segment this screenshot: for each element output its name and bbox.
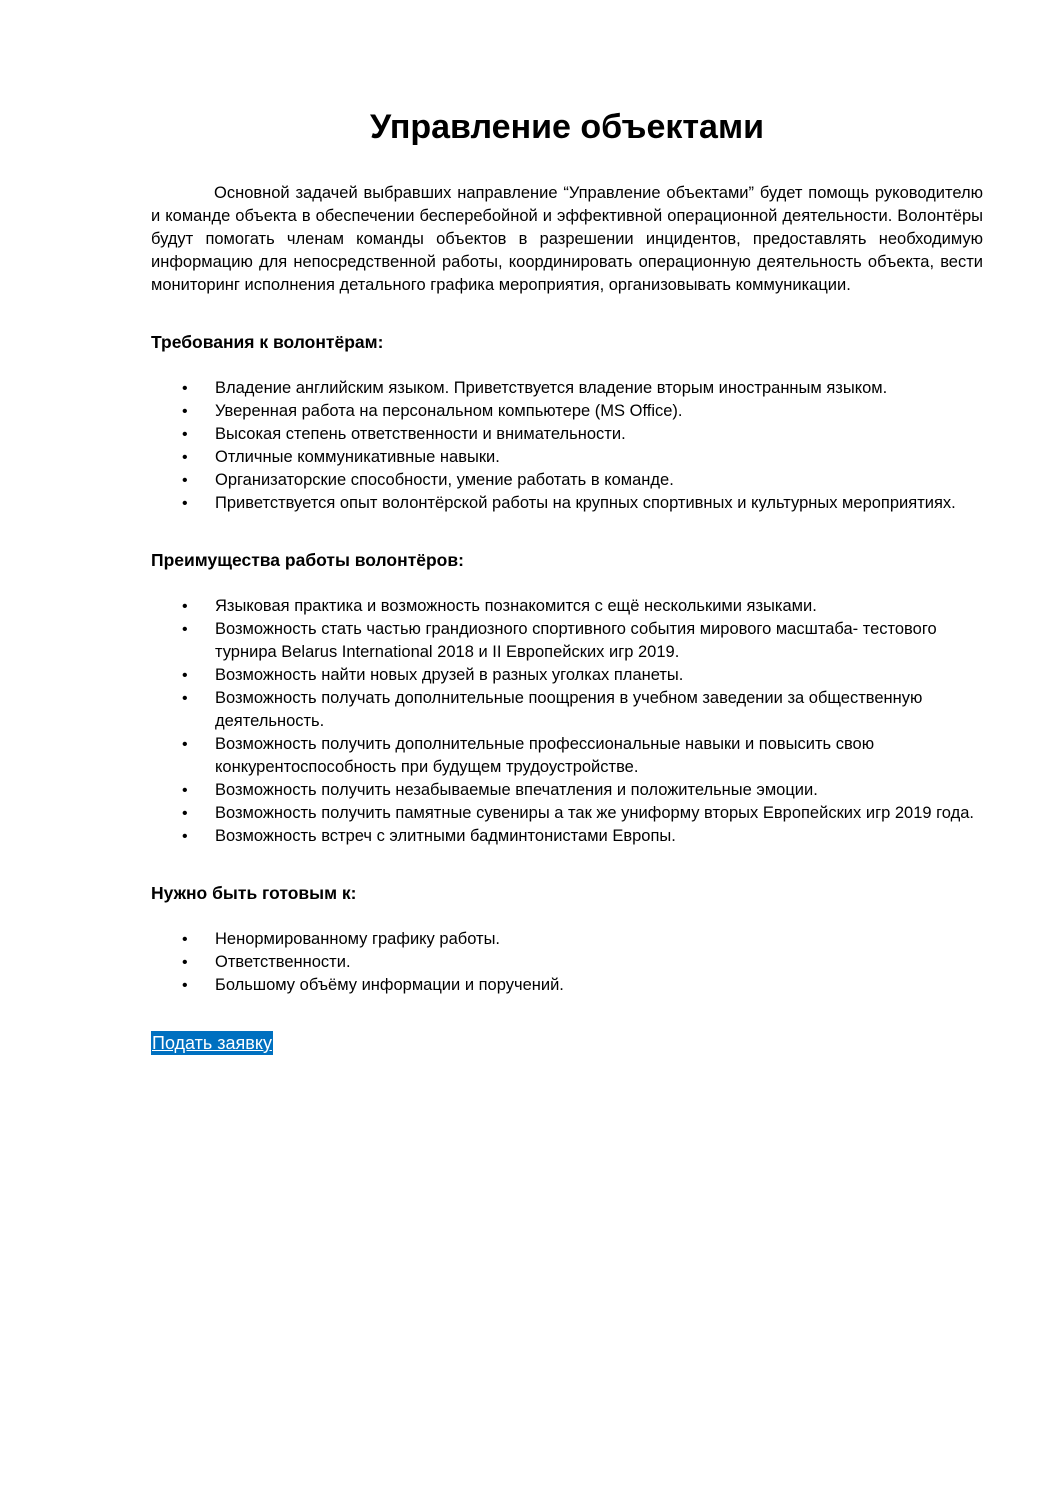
benefits-heading: Преимущества работы волонтёров: bbox=[151, 550, 464, 570]
list-item-text: Уверенная работа на персональном компьютере (MS Office). bbox=[215, 402, 683, 420]
list-item bbox=[151, 733, 975, 779]
list-item-text: Приветствуется опыт волонтёрской работы на крупных спортивных и культурных мероприятиях. bbox=[215, 494, 956, 512]
bullet-icon: • bbox=[182, 736, 188, 753]
requirements-heading: Требования к волонтёрам: bbox=[151, 332, 384, 352]
list-item-text: Языковая практика и возможность познакомится с ещё несколькими языками. bbox=[215, 597, 817, 615]
list-item bbox=[151, 664, 975, 687]
bullet-icon: • bbox=[182, 690, 188, 707]
list-item-text: Отличные коммуникативные навыки. bbox=[215, 448, 500, 466]
list-item-text: Возможность получить незабываемые впечатления и положительные эмоции. bbox=[215, 781, 818, 799]
list-item-text: Возможность получать дополнительные поощрения в учебном заведении за общественную деятельность. bbox=[215, 689, 923, 730]
list-item bbox=[151, 492, 975, 515]
list-item-text: Ответственности. bbox=[215, 953, 351, 971]
requirements-list bbox=[151, 377, 983, 515]
bullet-icon: • bbox=[182, 403, 188, 420]
list-item-text: Организаторские способности, умение работать в команде. bbox=[215, 471, 674, 489]
bullet-icon: • bbox=[182, 805, 188, 822]
list-item-text: Ненормированному графику работы. bbox=[215, 930, 501, 948]
list-item-text: Большому объёму информации и поручений. bbox=[215, 976, 564, 994]
page-title: Управление объектами bbox=[369, 108, 765, 146]
list-item bbox=[151, 951, 975, 974]
bullet-icon: • bbox=[182, 380, 188, 397]
apply-link[interactable]: Подать заявку bbox=[152, 1033, 272, 1053]
intro-paragraph: Основной задачей выбравших направление “Управление объектами” будет помощь руководителю и команде объекта в обеспечении бесперебойной и эффективной операционной деятельности. Волонтёры будут помогать членам команды объектов в разрешении инцидентов, предоставлять необходимую информацию для непосредственной работы, координировать операционную деятельность объекта, вести мониторинг исполнения детального графика мероприятия, организовывать коммуникации. bbox=[151, 184, 983, 294]
list-item bbox=[151, 779, 975, 802]
bullet-icon: • bbox=[182, 495, 188, 512]
bullet-icon: • bbox=[182, 828, 188, 845]
list-item bbox=[151, 825, 975, 848]
list-item bbox=[151, 423, 975, 446]
list-item-text: Владение английским языком. Приветствуется владение вторым иностранным языком. bbox=[215, 379, 888, 397]
document-page bbox=[151, 100, 983, 1055]
bullet-icon: • bbox=[182, 426, 188, 443]
bullet-icon: • bbox=[182, 667, 188, 684]
list-item-text: Возможность найти новых друзей в разных уголках планеты. bbox=[215, 666, 684, 684]
list-item-text: Возможность получить памятные сувениры а так же униформу вторых Европейских игр 2019 года. bbox=[215, 804, 974, 822]
list-item-text: Возможность получить дополнительные профессиональные навыки и повысить свою конкурентоспособность при будущем трудоустройстве. bbox=[215, 735, 875, 776]
bullet-icon: • bbox=[182, 449, 188, 466]
list-item bbox=[151, 469, 975, 492]
list-item bbox=[151, 928, 975, 951]
readiness-heading: Нужно быть готовым к: bbox=[151, 883, 357, 903]
list-item bbox=[151, 974, 975, 997]
list-item-text: Возможность стать частью грандиозного спортивного события мирового масштаба- тестового турнира Belarus International 2018 и II Европейских игр 2019. bbox=[215, 620, 937, 661]
list-item-text: Высокая степень ответственности и внимательности. bbox=[215, 425, 626, 443]
list-item bbox=[151, 802, 975, 825]
bullet-icon: • bbox=[182, 782, 188, 799]
list-item bbox=[151, 377, 975, 400]
list-item bbox=[151, 400, 975, 423]
list-item bbox=[151, 595, 975, 618]
bullet-icon: • bbox=[182, 977, 188, 994]
benefits-list bbox=[151, 595, 983, 848]
bullet-icon: • bbox=[182, 621, 188, 638]
list-item bbox=[151, 446, 975, 469]
list-item bbox=[151, 687, 975, 733]
bullet-icon: • bbox=[182, 472, 188, 489]
list-item bbox=[151, 618, 975, 664]
bullet-icon: • bbox=[182, 598, 188, 615]
bullet-icon: • bbox=[182, 954, 188, 971]
list-item-text: Возможность встреч с элитными бадминтонистами Европы. bbox=[215, 827, 676, 845]
readiness-list bbox=[151, 928, 983, 997]
bullet-icon: • bbox=[182, 931, 188, 948]
